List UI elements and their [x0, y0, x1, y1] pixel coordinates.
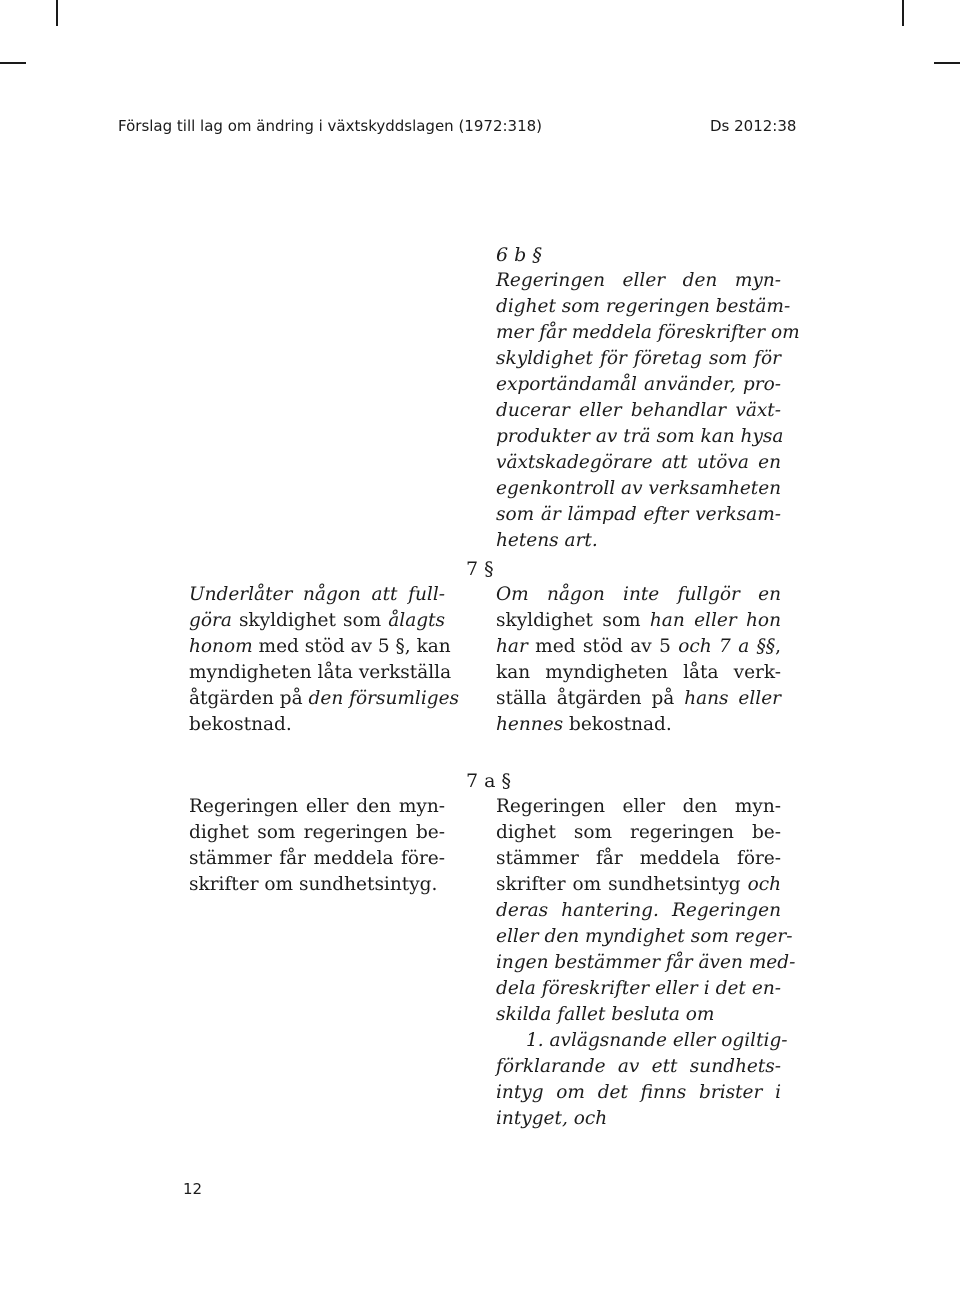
- text-line: intyget, och: [496, 1108, 608, 1129]
- text-line: bekostnad.: [189, 714, 292, 735]
- crop-mark-top-left-horizontal: [0, 62, 26, 64]
- text-line: skyldighet som han eller hon: [496, 610, 781, 631]
- text-line: kan myndigheten låta verk-: [496, 662, 781, 683]
- section-heading-7a: 7 a §: [466, 770, 511, 792]
- crop-mark-top-right-horizontal: [934, 62, 960, 64]
- text-line: Regeringen eller den myn-: [496, 270, 781, 291]
- text-line: mer får meddela föreskrifter om: [496, 322, 800, 343]
- new-text-7a: [496, 794, 796, 1132]
- text-line: som är lämpad efter verksam-: [496, 504, 781, 525]
- text-line: deras hantering. Regeringen: [496, 900, 781, 921]
- text-line: dighet som regeringen be-: [496, 822, 781, 843]
- text-line: dela föreskrifter eller i det en-: [496, 978, 781, 999]
- page-number: 12: [183, 1180, 203, 1198]
- text-line: Underlåter någon att full-: [189, 584, 445, 605]
- text-line: ducerar eller behandlar växt-: [496, 400, 781, 421]
- text-line: skilda fallet besluta om: [496, 1004, 715, 1025]
- running-header-doc-ref: Ds 2012:38: [710, 117, 797, 135]
- text-line: 1. avlägsnande eller ogiltig-: [526, 1030, 788, 1051]
- section-heading-7: 7 §: [466, 558, 494, 580]
- text-line: åtgärden på den försumliges: [189, 688, 460, 709]
- new-text-7: [496, 582, 781, 738]
- section-heading-6b: 6 b §: [496, 244, 542, 266]
- text-line: skrifter om sundhetsintyg.: [189, 874, 438, 895]
- text-line: Regeringen eller den myn-: [189, 796, 445, 817]
- text-line: Om någon inte fullgör en: [496, 584, 781, 605]
- text-line: förklarande av ett sundhets-: [496, 1056, 781, 1077]
- text-line: produkter av trä som kan hysa: [496, 426, 784, 447]
- text-line: intyg om det finns brister i: [496, 1082, 781, 1103]
- text-line: göra skyldighet som ålagts: [189, 610, 445, 631]
- crop-mark-top-left-vertical: [56, 0, 58, 26]
- text-line: honom med stöd av 5 §, kan: [189, 636, 451, 657]
- text-line: eller den myndighet som reger-: [496, 926, 793, 947]
- current-text-7a: [189, 794, 445, 898]
- text-line: exportändamål använder, pro-: [496, 374, 781, 395]
- new-text-6b: [496, 268, 800, 554]
- text-line: växtskadegörare att utöva en: [496, 452, 781, 473]
- text-line: skyldighet för företag som för: [496, 348, 781, 369]
- text-line: hetens art.: [496, 530, 598, 551]
- text-line: Regeringen eller den myn-: [496, 796, 781, 817]
- text-line: ingen bestämmer får även med-: [496, 952, 796, 973]
- text-line: stämmer får meddela före-: [496, 848, 781, 869]
- text-line: dighet som regeringen bestäm-: [496, 296, 791, 317]
- text-line: ställa åtgärden på hans eller: [496, 688, 781, 709]
- text-line: skrifter om sundhetsintyg och: [496, 874, 781, 895]
- running-header-title: Förslag till lag om ändring i växtskyddslagen (1972:318): [118, 117, 543, 135]
- crop-mark-top-right-vertical: [902, 0, 904, 26]
- text-line: dighet som regeringen be-: [189, 822, 445, 843]
- text-line: hennes bekostnad.: [496, 714, 672, 735]
- text-line: egenkontroll av verksamheten: [496, 478, 782, 499]
- text-line: stämmer får meddela före-: [189, 848, 445, 869]
- current-text-7: [189, 582, 460, 738]
- text-line: har med stöd av 5 och 7 a §§,: [496, 636, 781, 657]
- text-line: myndigheten låta verkställa: [189, 662, 452, 683]
